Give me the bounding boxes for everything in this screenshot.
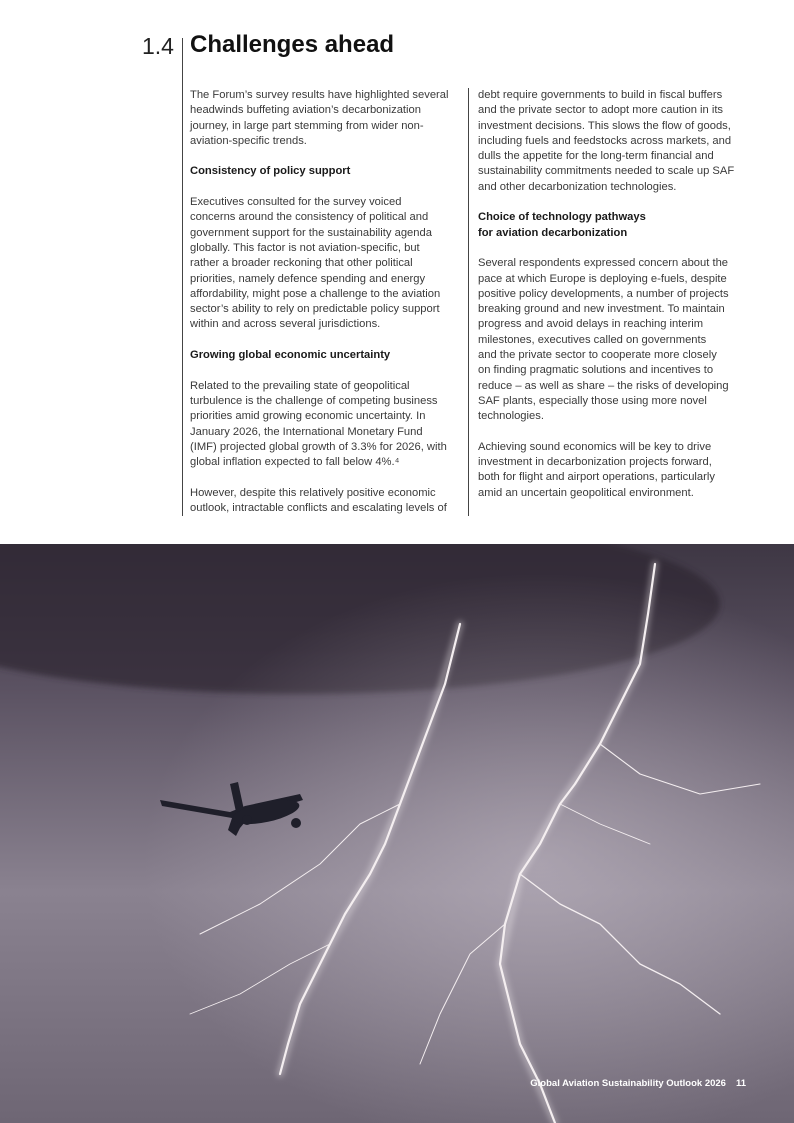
text-line: investment in decarbonization projects forward, xyxy=(478,456,712,469)
text-line: both for flight and airport operations, particularly xyxy=(478,471,715,484)
text-line: Related to the prevailing state of geopolitical xyxy=(190,379,410,392)
text-line: global inflation expected to fall below 4%.⁴ xyxy=(190,456,400,469)
text-line: Choice of technology pathways xyxy=(478,211,646,224)
text-line: priorities, namely defence spending and energy xyxy=(190,272,426,285)
heading-economic-uncertainty: Growing global economic uncertainty xyxy=(190,349,391,362)
text-line: including fuels and feedstocks across markets, and xyxy=(478,134,732,147)
text-line: sector’s ability to rely on predictable policy support xyxy=(190,303,440,316)
text-line: and the private sector to adopt more caution in its xyxy=(478,104,724,117)
text-line: Achieving sound economics will be key to drive xyxy=(478,440,712,453)
policy-paragraph xyxy=(190,195,470,333)
economics-paragraph xyxy=(478,440,758,501)
storm-airplane-photo xyxy=(0,544,794,1123)
outlook-paragraph xyxy=(190,486,470,517)
text-line: SAF plants, especially those using more novel xyxy=(478,394,707,407)
text-line: affordability, might pose a challenge to the aviation xyxy=(190,287,441,300)
text-line: and the private sector to cooperate more closely xyxy=(478,349,717,362)
intro-paragraph xyxy=(190,88,470,149)
text-line: milestones, executives called on governments xyxy=(478,333,707,346)
heading-policy-support: Consistency of policy support xyxy=(190,165,351,178)
text-line: rather a broader reckoning that other political xyxy=(190,257,413,270)
text-line: technologies. xyxy=(478,410,544,423)
text-line: outlook, intractable conflicts and escalating levels of xyxy=(190,502,447,515)
text-line: priorities amid growing economic uncertainty. In xyxy=(190,410,426,423)
section-divider xyxy=(182,38,183,516)
text-line: investment decisions. This slows the flow of goods, xyxy=(478,119,731,132)
efuels-paragraph xyxy=(478,256,758,424)
text-line: breaking ground and new investment. To maintain xyxy=(478,303,725,316)
text-line: The Forum’s survey results have highlighted several xyxy=(190,89,449,101)
page-title: Challenges ahead xyxy=(190,31,395,58)
text-line: and other decarbonization technologies. xyxy=(478,180,677,193)
debt-paragraph xyxy=(478,88,758,195)
text-line: sustainability commitments needed to scale up SAF xyxy=(478,165,735,178)
text-line: Several respondents expressed concern about the xyxy=(478,257,729,270)
text-line: journey, in large part stemming from wider non- xyxy=(190,119,424,132)
left-column xyxy=(190,88,470,516)
text-line: debt require governments to build in fiscal buffers xyxy=(478,89,723,101)
text-line: progress and avoid delays in reaching interim xyxy=(478,318,704,331)
heading-technology-pathways xyxy=(478,210,758,241)
page-number: 11 xyxy=(735,1078,746,1089)
text-line: government support for the sustainability agenda xyxy=(190,226,432,239)
text-line: on finding pragmatic solutions and incentives to xyxy=(478,364,714,377)
text-line: (IMF) projected global growth of 3.3% for 2026, with xyxy=(190,440,447,453)
text-line: concerns around the consistency of political and xyxy=(190,211,429,224)
text-line: aviation-specific trends. xyxy=(190,134,307,147)
section-number: 1.4 xyxy=(142,33,174,59)
text-line: January 2026, the International Monetary Fund xyxy=(190,425,423,438)
text-line: However, despite this relatively positive economic xyxy=(190,486,436,499)
text-line: amid an uncertain geopolitical environment. xyxy=(478,486,694,499)
economic-paragraph xyxy=(190,379,470,471)
text-line: turbulence is the challenge of competing business xyxy=(190,394,438,407)
text-line: for aviation decarbonization xyxy=(478,226,628,239)
footer-report-title: Global Aviation Sustainability Outlook 2026 xyxy=(530,1078,726,1089)
text-line: within and across several jurisdictions. xyxy=(190,318,381,331)
text-line: headwinds buffeting aviation’s decarbonization xyxy=(190,104,421,117)
page-footer xyxy=(520,1078,746,1089)
text-line: reduce – as well as share – the risks of developing xyxy=(478,379,729,392)
text-line: dulls the appetite for the long-term financial and xyxy=(478,150,714,163)
right-column xyxy=(478,88,758,501)
text-line: globally. This factor is not aviation-specific, but xyxy=(190,241,420,254)
text-line: positive policy developments, a number of projects xyxy=(478,287,729,300)
text-line: pace at which Europe is deploying e-fuels, despite xyxy=(478,272,727,285)
text-line: Executives consulted for the survey voiced xyxy=(190,196,402,209)
